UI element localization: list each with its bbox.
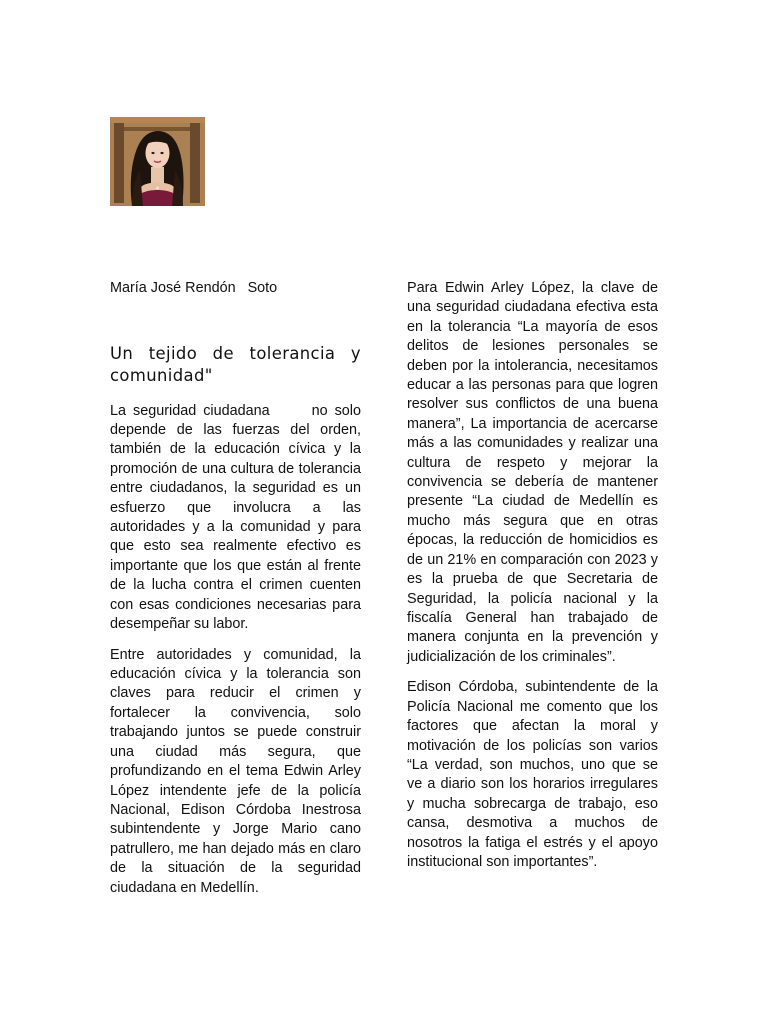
right-column: [407, 279, 662, 884]
article-paragraph: Entre autoridades y comunidad, la educación cívica y la tolerancia son claves para reducir el crimen y fortalecer la convivencia, solo trabajando juntos se puede construir una ciudad más segura, que profundizando en el tema Edwin Arley López intendente jefe de la policía Nacional, Edison Córdoba Inestrosa subintendente y Jorge Mario cano patrullero, me han dejado más en claro de la situación de la seguridad ciudadana en Medellín.: [110, 646, 365, 896]
article-paragraph: Para Edwin Arley López, la clave de una seguridad ciudadana efectiva esta en la tolerancia “La mayoría de esos delitos de lesiones personales se deben por la intolerancia, necesitamos educar a las personas para que logren resolver sus conflictos de una buena manera”, La importancia de acercarse más a las comunidades y realizar una cultura de respeto y mejorar la convivencia se debería de mantener presente “La ciudad de Medellín es mucho más segura que en otras épocas, la reducción de homicidios es de un 21% en comparación con 2023 y es la prueba de que Secretaria de Seguridad, la policía nacional y la fiscalía General han trabajado de manera conjunta en la prevención y judicialización de los criminales”.: [407, 280, 662, 665]
left-column: [110, 279, 365, 909]
article-paragraph: Edison Córdoba, subintendente de la Policía Nacional me comento que los factores que afectan la moral y motivación de los policías son varios “La verdad, son muchos, uno que se ve a diario son los horarios irregulares y mucha sobrecarga de trabajo, eso cansa, desmotiva a muchos de nosotros la fatiga el estrés y el apoyo institucional son importantes”.: [407, 679, 662, 870]
author-photo: [110, 117, 205, 206]
article-paragraph: La seguridad ciudadana no solo depende de las fuerzas del orden, también de la educación cívica y la promoción de una cultura de tolerancia entre ciudadanos, la seguridad es un esfuerzo que involucra a las autoridades y a la comunidad y para que esto sea realmente efectivo es importante que los que están al frente de la lucha contra el crimen cuenten con esas condiciones necesarias para desempeñar su labor.: [110, 402, 365, 633]
article-headline: Un tejido de tolerancia y comunidad": [110, 344, 361, 385]
author-name: María José Rendón Soto: [110, 280, 278, 296]
author-portrait-image: [110, 117, 205, 206]
